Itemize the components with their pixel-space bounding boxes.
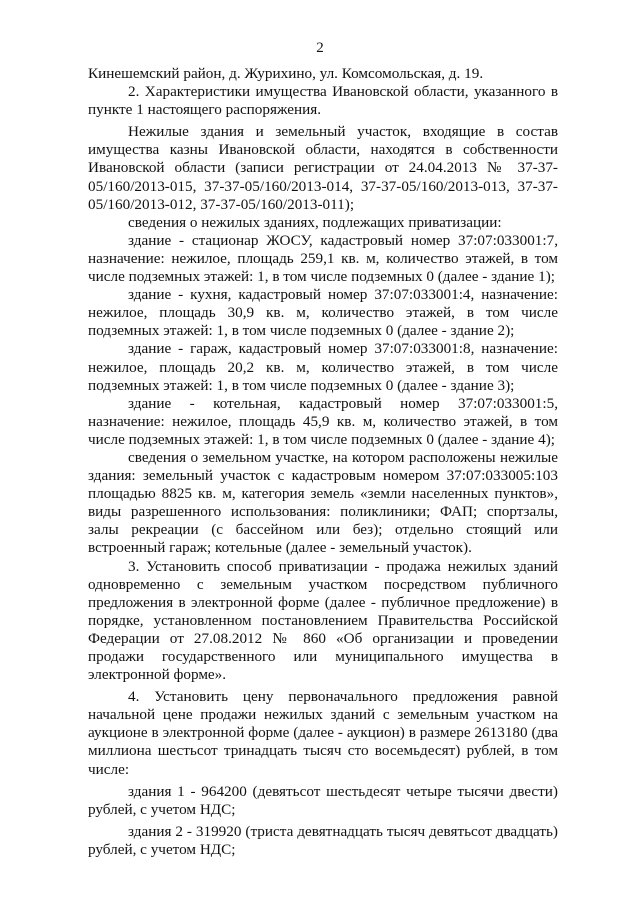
paragraph-ownership: Нежилые здания и земельный участок, входящие в состав имущества казны Ивановской области, находятся в собственности Ивановской области (записи регистрации от 24.04.2013 № 37-37-05/160/2013-015, 37-37-05/160/2013-014, 37-37-05/160/2013-013, 37-37-05/160/2013-012, 37-37-05/160/2013-011); [88, 123, 558, 213]
paragraph-address: Кинешемский район, д. Журихино, ул. Комсомольская, д. 19. [88, 65, 484, 82]
paragraph-price-building-1: здания 1 - 964200 (девятьсот шестьдесят четыре тысячи двести) рублей, с учетом НДС; [88, 782, 558, 818]
paragraph-land-plot: сведения о земельном участке, на котором расположены нежилые здания: земельный участок с кадастровым номером 37:07:033005:103 площадью 8825 кв. м, категория земель «земли населенных пунктов», виды разрешенного использования: поликлиники; ФАП; спортзалы, залы рекреации (с бассейном или без); отдельно стоящий или встроенный гараж; котельные (далее - земельный участок). [88, 448, 558, 557]
paragraph-building-4: здание - котельная, кадастровый номер 37:07:033001:5, назначение: нежилое, площадь 45,9 кв. м, количество этажей, в том числе подземных этажей: 1, в том числе подземных 0 (далее - здание 4); [88, 394, 558, 448]
paragraph-building-2: здание - кухня, кадастровый номер 37:07:033001:4, назначение: нежилое, площадь 30,9 кв. м, количество этажей, в том числе подземных этажей: 1, в том числе подземных 0 (далее - здание 2); [88, 286, 558, 340]
paragraph-building-3: здание - гараж, кадастровый номер 37:07:033001:8, назначение: нежилое, площадь 20,2 кв. м, количество этажей, в том числе подземных этажей: 1, в том числе подземных 0 (далее - здание 3); [88, 340, 558, 394]
paragraph-price-building-2: здания 2 - 319920 (триста девятнадцать тысяч девятьсот двадцать) рублей, с учетом НДС; [88, 822, 558, 858]
paragraph-item-4: 4. Установить цену первоначального предложения равной начальной цене продажи нежилых зданий с земельным участком на аукционе в электронной форме (далее - аукцион) в размере 2613180 (два миллиона шестьсот тринадцать тысяч сто восемьдесят) рублей, в том числе: [88, 688, 558, 778]
paragraph-item-2: 2. Характеристики имущества Ивановской области, указанного в пункте 1 настоящего распоряжения. [88, 83, 558, 119]
page-number: 2 [316, 40, 324, 56]
paragraph-buildings-intro: сведения о нежилых зданиях, подлежащих приватизации: [128, 213, 502, 231]
document-body [88, 65, 558, 859]
paragraph-item-3: 3. Установить способ приватизации - продажа нежилых зданий одновременно с земельным участком посредством публичного предложения в электронной форме (далее - публичное предложение) в порядке, установленном постановлением Правительства Российской Федерации от 27.08.2012 № 860 «Об организации и проведении продажи государственного или муниципального имущества в электронной форме». [88, 557, 558, 684]
paragraph-building-1: здание - стационар ЖОСУ, кадастровый номер 37:07:033001:7, назначение: нежилое, площадь 259,1 кв. м, количество этажей, в том числе подземных этажей: 1, в том числе подземных 0 (далее - здание 1); [88, 231, 558, 286]
